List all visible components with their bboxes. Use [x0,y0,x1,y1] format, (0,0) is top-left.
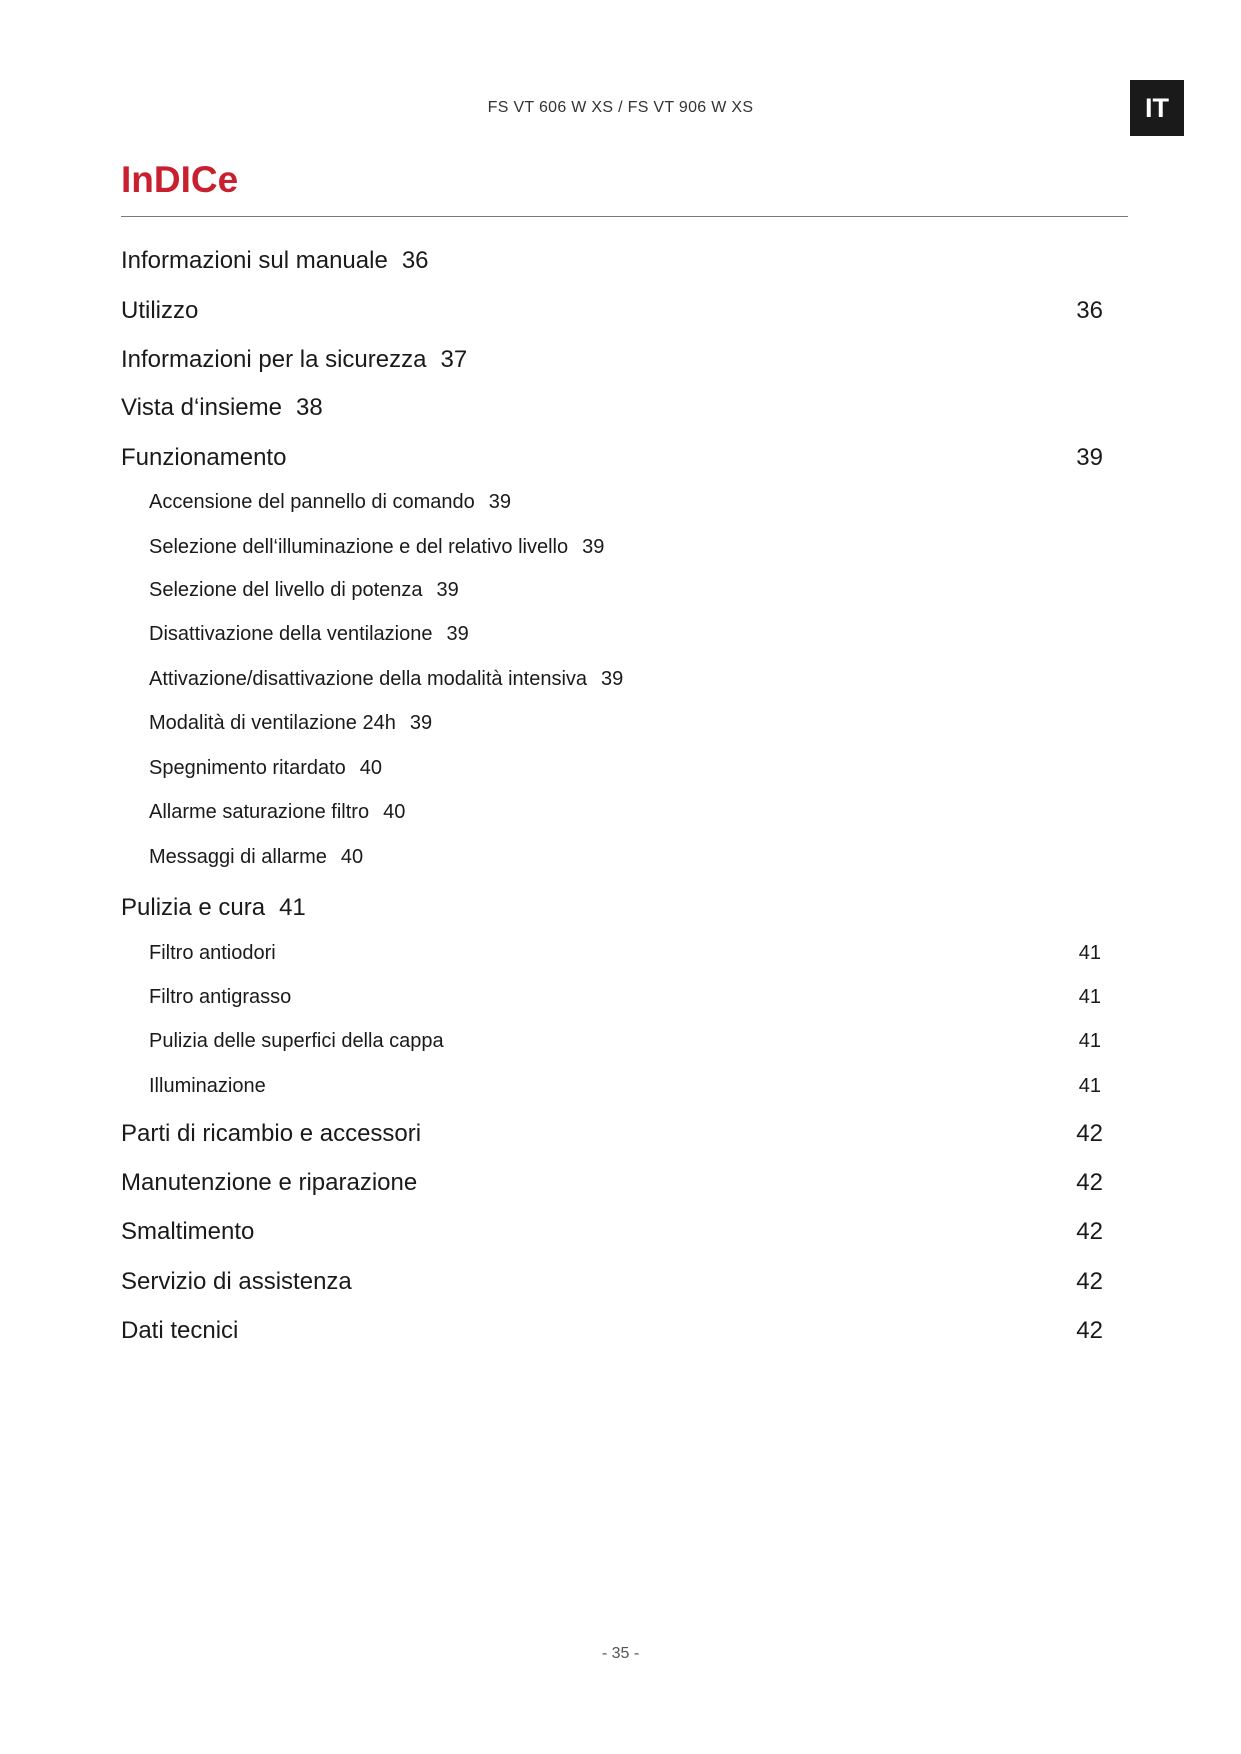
toc-entry-page: 42 [1076,1120,1103,1147]
toc-entry[interactable] [121,894,306,922]
toc-entry-label: Utilizzo [121,297,199,324]
toc-entry-label: Vista d‘insieme [121,394,282,421]
toc-entry-label: Disattivazione della ventilazione [149,623,433,645]
toc-entry-page: 42 [1076,1268,1103,1295]
toc-subentry[interactable] [149,942,1101,965]
toc-entry-page: 40 [340,846,364,868]
toc-entry-label: Informazioni sul manuale [121,247,388,274]
toc-entry-label: Pulizia delle superfici della cappa [149,1030,444,1052]
toc-entry[interactable] [121,346,467,374]
toc-entry[interactable] [121,444,1103,472]
toc-entry[interactable] [121,297,1103,325]
toc-subentry[interactable] [149,1030,1101,1053]
toc-entry-label: Selezione dell‘illuminazione e del relativo livello [149,536,569,558]
toc-entry-label: Parti di ricambio e accessori [121,1120,422,1147]
toc-entry-label: Attivazione/disattivazione della modalità intensiva [149,668,588,690]
language-badge: IT [1130,80,1184,136]
toc-entry[interactable] [121,1218,1103,1246]
toc-entry-page: 39 [436,579,459,601]
toc-entry-page: 42 [1076,1218,1103,1245]
toc-entry[interactable] [121,394,323,422]
toc-entry[interactable] [121,1317,1103,1345]
toc-subentry[interactable] [149,536,604,559]
toc-subentry[interactable] [149,986,1101,1009]
toc-subentry[interactable] [149,712,432,735]
toc-entry-page: 36 [401,247,429,274]
toc-entry-page: 41 [1078,1030,1101,1052]
toc-entry-label: Pulizia e cura [121,894,266,921]
toc-entry-label: Modalità di ventilazione 24h [149,712,396,734]
toc-entry-label: Accensione del pannello di comando [149,491,475,513]
toc-entry-page: 40 [383,801,406,823]
toc-entry[interactable] [121,1120,1103,1148]
toc-entry-page: 39 [582,536,605,558]
toc-entry-page: 41 [1078,986,1101,1008]
toc-subentry[interactable] [149,846,363,869]
toc-entry-label: Spegnimento ritardato [149,757,346,779]
toc-entry-label: Manutenzione e riparazione [121,1169,418,1196]
page-title: InDICe [121,159,239,200]
toc-subentry[interactable] [149,1075,1101,1098]
toc-entry-label: Illuminazione [149,1075,266,1097]
toc-entry[interactable] [121,247,429,275]
toc-entry-page: 36 [1076,297,1103,324]
toc-subentry[interactable] [149,623,469,646]
toc-subentry[interactable] [149,491,511,514]
toc-entry-page: 37 [440,346,468,373]
toc-entry-label: Informazioni per la sicurezza [121,346,427,373]
toc-entry-label: Smaltimento [121,1218,255,1245]
toc-entry-page: 41 [1078,942,1101,964]
toc-subentry[interactable] [149,668,623,691]
toc-entry-label: Funzionamento [121,444,287,471]
toc-entry[interactable] [121,1169,1103,1197]
toc-entry-page: 41 [1078,1075,1101,1097]
page-number: - 35 - [601,1645,640,1662]
toc-subentry[interactable] [149,579,459,602]
toc-entry-label: Filtro antigrasso [149,986,292,1008]
toc-entry-label: Selezione del livello di potenza [149,579,423,601]
toc-entry-label: Filtro antiodori [149,942,276,964]
toc-entry-label: Messaggi di allarme [149,846,327,868]
toc-entry-label: Dati tecnici [121,1317,239,1344]
toc-entry-page: 40 [359,757,383,779]
toc-entry-page: 41 [279,894,306,921]
toc-entry-label: Allarme saturazione filtro [149,801,370,823]
toc-entry-page: 42 [1076,1317,1103,1344]
toc-entry-page: 39 [1076,444,1103,471]
toc-entry-label: Servizio di assistenza [121,1268,352,1295]
toc-entry[interactable] [121,1268,1103,1296]
toc-subentry[interactable] [149,757,382,780]
toc-entry-page: 39 [488,491,512,513]
toc-entry-page: 39 [601,668,624,690]
document-model-header: FS VT 606 W XS / FS VT 906 W XS [487,99,754,116]
toc-subentry[interactable] [149,801,405,824]
toc-entry-page: 42 [1076,1169,1103,1196]
toc-entry-page: 38 [295,394,323,421]
toc-entry-page: 39 [409,712,433,734]
toc-entry-page: 39 [446,623,469,645]
